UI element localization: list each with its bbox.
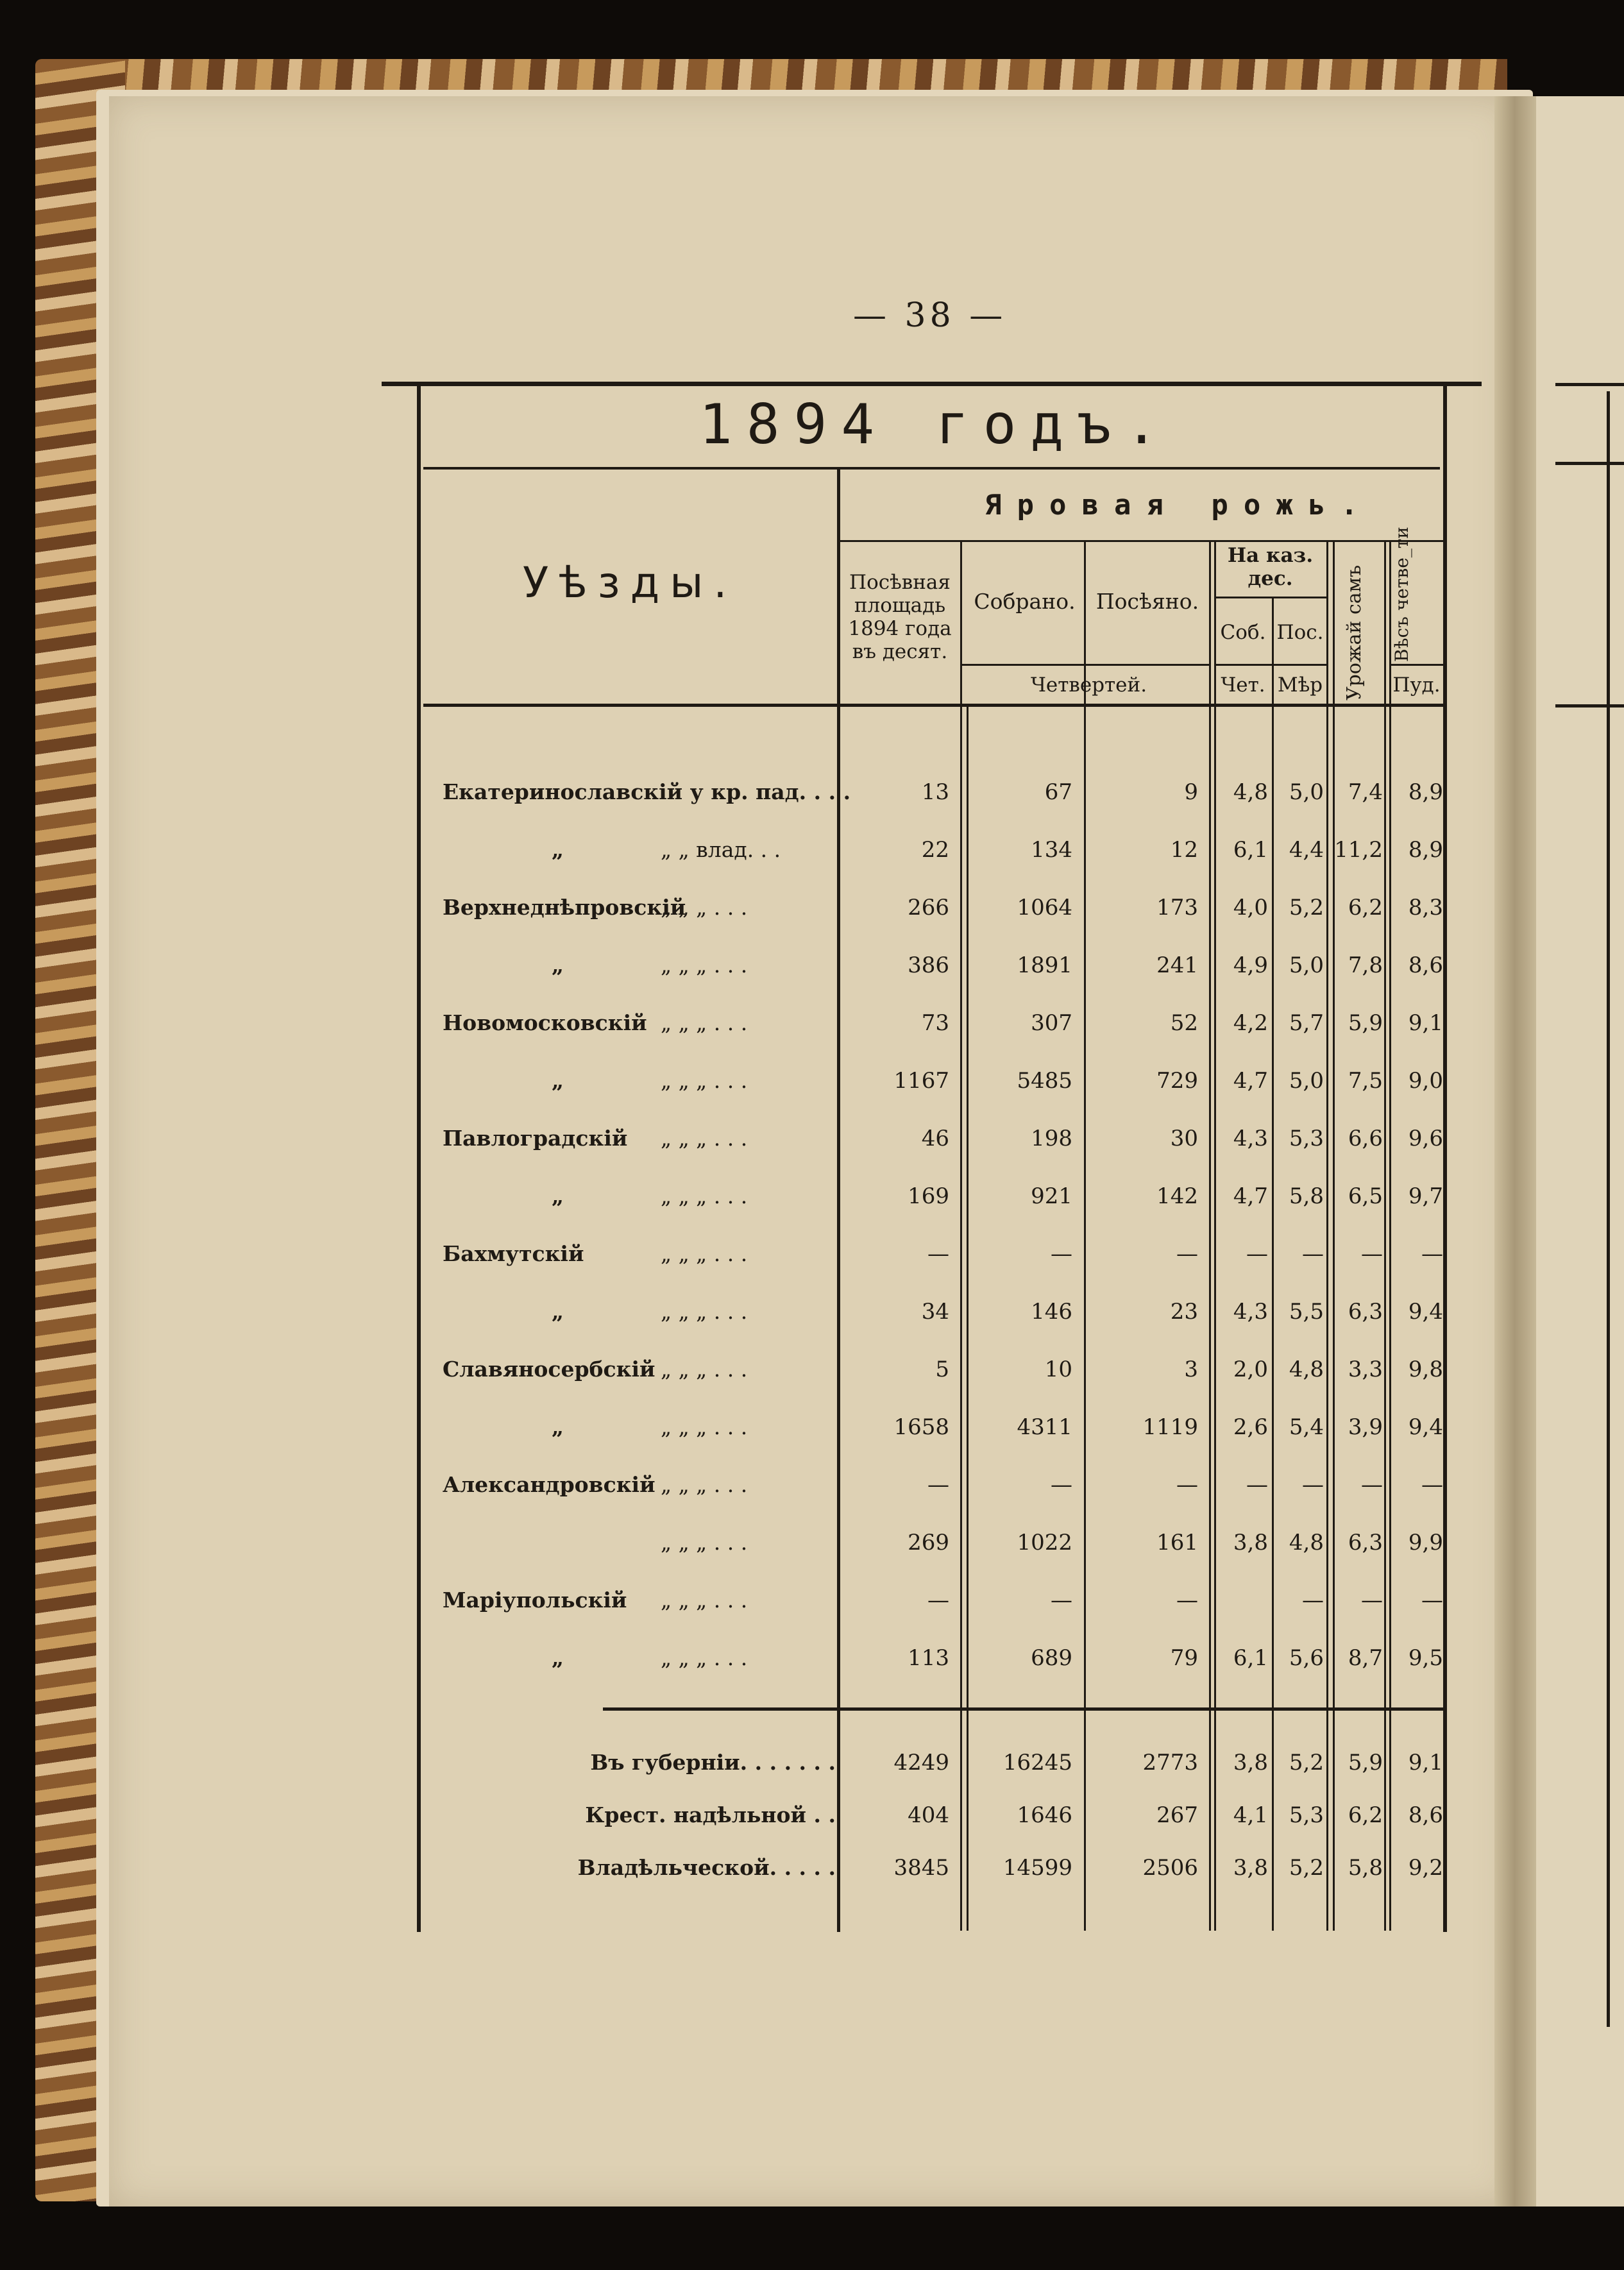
row-label: Маріупольскій (443, 1588, 627, 1613)
table-cell: 5485 (1017, 1068, 1072, 1094)
table-right-rule (1443, 386, 1447, 1932)
table-cell: 1891 (1017, 953, 1072, 978)
table-cell: 1167 (893, 1068, 949, 1094)
table-cell: — (1246, 1472, 1268, 1498)
summary-cell: 14599 (1002, 1855, 1072, 1881)
table-cell: 9,7 (1408, 1183, 1443, 1209)
table-cell: 4,2 (1233, 1010, 1268, 1036)
title-rule (423, 467, 1440, 470)
header-collected: Собрано. (974, 589, 1076, 614)
summary-cell: 5,3 (1289, 1802, 1324, 1828)
table-cell: — (927, 1472, 949, 1498)
col-divider (1326, 542, 1328, 1931)
table-cell: 3 (1184, 1357, 1198, 1382)
summary-cell: 3845 (893, 1855, 949, 1881)
col-divider (1333, 542, 1335, 1931)
row-ditto: „ „ „ . . . (661, 1645, 748, 1670)
header-per-des-line: На каз. (1227, 544, 1314, 567)
summary-cell: 5,2 (1289, 1750, 1324, 1775)
table-cell: — (1421, 1241, 1443, 1267)
row-ditto: „ „ „ . . . (661, 895, 748, 920)
header-weight-line: Вѣсъ (1391, 616, 1412, 662)
table-cell: 1022 (1017, 1530, 1072, 1555)
table-cell: 4,7 (1233, 1183, 1268, 1209)
header-area-line: въ десят. (852, 640, 948, 663)
table-cell: 9,5 (1408, 1645, 1443, 1671)
table-cell: 266 (908, 895, 949, 920)
table-cell: 13 (921, 779, 949, 805)
col-divider (1272, 597, 1274, 1931)
table-cell: 2,6 (1233, 1414, 1268, 1440)
table-cell: 1658 (893, 1414, 949, 1440)
summary-cell: 2773 (1142, 1750, 1198, 1775)
table-cell: 729 (1156, 1068, 1198, 1094)
table-cell: 198 (1031, 1126, 1072, 1151)
sub-rule (1214, 597, 1326, 598)
table-cell: 52 (1170, 1010, 1198, 1036)
table-cell: — (1176, 1588, 1198, 1613)
table-cell: 8,6 (1408, 953, 1443, 978)
table-cell: 5,9 (1348, 1010, 1383, 1036)
table-cell: 30 (1170, 1126, 1198, 1151)
table-cell: 134 (1031, 837, 1072, 863)
table-cell: 4,8 (1233, 779, 1268, 805)
table-cell: 4,3 (1233, 1126, 1268, 1151)
summary-label: Владѣльческой. . . . . (577, 1855, 836, 1880)
row-label: „ (552, 953, 564, 978)
table-cell: 9 (1184, 779, 1198, 805)
header-sown: Посѣяно. (1095, 589, 1199, 614)
table-cell: 5,8 (1289, 1183, 1324, 1209)
table-cell: 4,0 (1233, 895, 1268, 920)
row-label: „ (552, 837, 564, 862)
header-area-line: Посѣвная (849, 571, 951, 594)
table-cell: — (927, 1241, 949, 1267)
row-ditto: „ „ „ . . . (661, 1010, 748, 1035)
next-page-rule (1555, 704, 1624, 707)
row-label: Бахмутскій (443, 1241, 584, 1266)
table-cell: 5,0 (1289, 953, 1324, 978)
row-label: Новомосковскій (443, 1010, 647, 1035)
table-cell: 169 (908, 1183, 949, 1209)
table-cell: 142 (1156, 1183, 1198, 1209)
header-bottom-rule (423, 704, 1443, 707)
table-cell: 12 (1170, 837, 1198, 863)
row-label: Екатеринославскій у кр. пад. . . . (443, 779, 851, 804)
table-cell: 173 (1156, 895, 1198, 920)
table-cell: 689 (1031, 1645, 1072, 1671)
table-cell: 6,3 (1348, 1530, 1383, 1555)
table-cell: 34 (921, 1299, 949, 1325)
table-cell: 6,6 (1348, 1126, 1383, 1151)
sub-rule (1214, 664, 1326, 666)
table-cell: 146 (1031, 1299, 1072, 1325)
summary-label: Въ губерніи. . . . . . . (590, 1750, 836, 1775)
table-cell: — (1176, 1472, 1198, 1498)
table-cell: 7,5 (1348, 1068, 1383, 1094)
table-cell: — (1051, 1472, 1072, 1498)
row-ditto: „ „ „ . . . (661, 1414, 748, 1439)
summary-cell: 5,8 (1348, 1855, 1383, 1881)
table-cell: 7,4 (1348, 779, 1383, 805)
table-cell: 9,1 (1408, 1010, 1443, 1036)
table-cell: 161 (1156, 1530, 1198, 1555)
table-cell: — (1302, 1588, 1324, 1613)
table-cell: 6,1 (1233, 837, 1268, 863)
header-area-line: 1894 года (848, 617, 952, 640)
summary-cell: 9,1 (1408, 1750, 1443, 1775)
table-cell: 5,0 (1289, 779, 1324, 805)
next-page-rule (1555, 383, 1624, 386)
header-pud: Пуд. (1392, 673, 1441, 697)
row-label: Славяносербскій (443, 1357, 656, 1382)
table-cell: — (1051, 1588, 1072, 1613)
table-cell: 4,7 (1233, 1068, 1268, 1094)
group-rule (840, 540, 1443, 542)
col-divider (1214, 542, 1216, 1931)
summary-label: Крест. надѣльной . . (585, 1802, 836, 1827)
table-cell: 4,4 (1289, 837, 1324, 863)
table-cell: 6,2 (1348, 895, 1383, 920)
table-cell: 9,4 (1408, 1414, 1443, 1440)
year-title: 1894 годъ. (699, 393, 1172, 457)
table-cell: 7,8 (1348, 953, 1383, 978)
summary-cell: 267 (1156, 1802, 1198, 1828)
table-cell: 5,6 (1289, 1645, 1324, 1671)
summary-cell: 8,6 (1408, 1802, 1443, 1828)
row-label: Павлоградскій (443, 1126, 628, 1151)
header-chet: Чет. (1221, 673, 1265, 697)
row-ditto: „ „ „ . . . (661, 1068, 748, 1093)
table-top-rule (382, 382, 1482, 386)
header-area (839, 571, 961, 663)
table-cell: 307 (1031, 1010, 1072, 1036)
row-label: „ (552, 1645, 564, 1670)
summary-cell: 4249 (893, 1750, 949, 1775)
summary-cell: 4,1 (1233, 1802, 1268, 1828)
table-cell: 73 (921, 1010, 949, 1036)
table-cell: — (1361, 1241, 1383, 1267)
table-cell: — (1176, 1241, 1198, 1267)
summary-cell: 16245 (1002, 1750, 1072, 1775)
row-label: „ (552, 1183, 564, 1208)
table-cell: 9,4 (1408, 1299, 1443, 1325)
header-pos: Пос. (1276, 621, 1324, 644)
table-cell: 5 (935, 1357, 949, 1382)
summary-cell: 5,2 (1289, 1855, 1324, 1881)
header-yield: Урожай самъ (1343, 564, 1366, 700)
table-cell: 113 (908, 1645, 949, 1671)
table-cell: 11,2 (1334, 837, 1383, 863)
table-cell: — (1302, 1472, 1324, 1498)
row-label: „ (552, 1068, 564, 1093)
col-divider (1084, 542, 1086, 1931)
summary-cell: 2506 (1142, 1855, 1198, 1881)
row-header: Уѣзды. (523, 558, 738, 607)
table-cell: 269 (908, 1530, 949, 1555)
table-cell: 4,8 (1289, 1357, 1324, 1382)
summary-cell: 404 (908, 1802, 949, 1828)
table-cell: 2,0 (1233, 1357, 1268, 1382)
col-divider (960, 542, 962, 1931)
table-cell: — (1361, 1588, 1383, 1613)
sub-rule (1389, 664, 1444, 666)
header-per-des-line: дес. (1248, 567, 1293, 590)
table-cell: — (1421, 1588, 1443, 1613)
row-ditto: „ „ „ . . . (661, 1357, 748, 1382)
table-cell: 3,3 (1348, 1357, 1383, 1382)
table-cell: — (1361, 1472, 1383, 1498)
group-title: Яровая рожь. (985, 489, 1373, 521)
row-label: Верхнеднѣпровскій (443, 895, 686, 920)
table-cell: 9,9 (1408, 1530, 1443, 1555)
table-cell: 5,3 (1289, 1126, 1324, 1151)
table-cell: 46 (921, 1126, 949, 1151)
header-chetvertey: Четвертей. (1030, 673, 1147, 697)
table-cell: 5,4 (1289, 1414, 1324, 1440)
row-label: „ (552, 1299, 564, 1324)
table-cell: 67 (1044, 779, 1072, 805)
row-label: Александровскій (443, 1472, 656, 1497)
table-cell: 8,3 (1408, 895, 1443, 920)
table-cell: 8,9 (1408, 779, 1443, 805)
header-area-line: площадь (854, 594, 946, 617)
summary-cell: 3,8 (1233, 1855, 1268, 1881)
table-cell: 9,8 (1408, 1357, 1443, 1382)
row-ditto: „ „ „ . . . (661, 1530, 748, 1555)
table-cell: 1064 (1017, 895, 1072, 920)
next-page-rule (1607, 391, 1610, 2027)
table-cell: 4,8 (1289, 1530, 1324, 1555)
table-cell: 6,5 (1348, 1183, 1383, 1209)
row-ditto: „ „ „ . . . (661, 1183, 748, 1208)
summary-cell: 3,8 (1233, 1750, 1268, 1775)
col-divider (837, 470, 840, 1932)
table-cell: 1119 (1142, 1414, 1198, 1440)
table-cell: 6,3 (1348, 1299, 1383, 1325)
table-cell: 5,5 (1289, 1299, 1324, 1325)
table-left-rule (417, 386, 421, 1932)
next-page-rule (1555, 462, 1624, 465)
table-cell: 3,9 (1348, 1414, 1383, 1440)
header-weight (1391, 527, 1412, 662)
summary-cell: 5,9 (1348, 1750, 1383, 1775)
table-cell: 4,9 (1233, 953, 1268, 978)
header-weight-line: четве_ти (1391, 527, 1412, 611)
table-cell: 9,6 (1408, 1126, 1443, 1151)
col-divider (967, 706, 968, 1931)
row-ditto: „ „ „ . . . (661, 1241, 748, 1266)
summary-cell: 6,2 (1348, 1802, 1383, 1828)
row-ditto: „ „ „ . . . (661, 953, 748, 978)
col-divider (1209, 542, 1211, 1931)
table-cell: 3,8 (1233, 1530, 1268, 1555)
table-cell: 22 (921, 837, 949, 863)
table-cell: 5,0 (1289, 1068, 1324, 1094)
summary-cell: 9,2 (1408, 1855, 1443, 1881)
table-cell: 4,3 (1233, 1299, 1268, 1325)
header-sob: Соб. (1220, 621, 1266, 644)
table-cell: 4311 (1017, 1414, 1072, 1440)
table-cell: 10 (1044, 1357, 1072, 1382)
next-page-edge (1536, 96, 1624, 2206)
table-cell: 9,0 (1408, 1068, 1443, 1094)
table-cell: 921 (1031, 1183, 1072, 1209)
table-cell: 5,7 (1289, 1010, 1324, 1036)
table-cell: — (927, 1588, 949, 1613)
row-ditto: „ „ влад. . . (661, 837, 781, 862)
table-cell: 241 (1156, 953, 1198, 978)
table-cell: — (1051, 1241, 1072, 1267)
table-cell: 8,7 (1348, 1645, 1383, 1671)
col-divider (1389, 542, 1391, 1931)
sub-rule (962, 664, 1209, 666)
header-per-des (1214, 544, 1326, 590)
table-cell: 6,1 (1233, 1645, 1268, 1671)
col-divider (1384, 542, 1386, 1931)
table-cell: 23 (1170, 1299, 1198, 1325)
table-cell: — (1246, 1241, 1268, 1267)
row-label: „ (552, 1414, 564, 1439)
summary-cell: 1646 (1017, 1802, 1072, 1828)
row-ditto: „ „ „ . . . (661, 1299, 748, 1324)
table-cell: — (1302, 1241, 1324, 1267)
page-number: — 38 — (853, 296, 1007, 335)
summary-rule (603, 1707, 1443, 1711)
table-cell: 79 (1170, 1645, 1198, 1671)
row-ditto: „ „ „ . . . (661, 1126, 748, 1151)
header-mer: Мѣр (1277, 673, 1323, 697)
table-cell: 5,2 (1289, 895, 1324, 920)
table-cell: — (1421, 1472, 1443, 1498)
table-cell: 386 (908, 953, 949, 978)
book-gutter (1494, 96, 1539, 2206)
row-ditto: „ „ „ . . . (661, 1472, 748, 1497)
row-ditto: „ „ „ . . . (661, 1588, 748, 1613)
table-cell: 8,9 (1408, 837, 1443, 863)
